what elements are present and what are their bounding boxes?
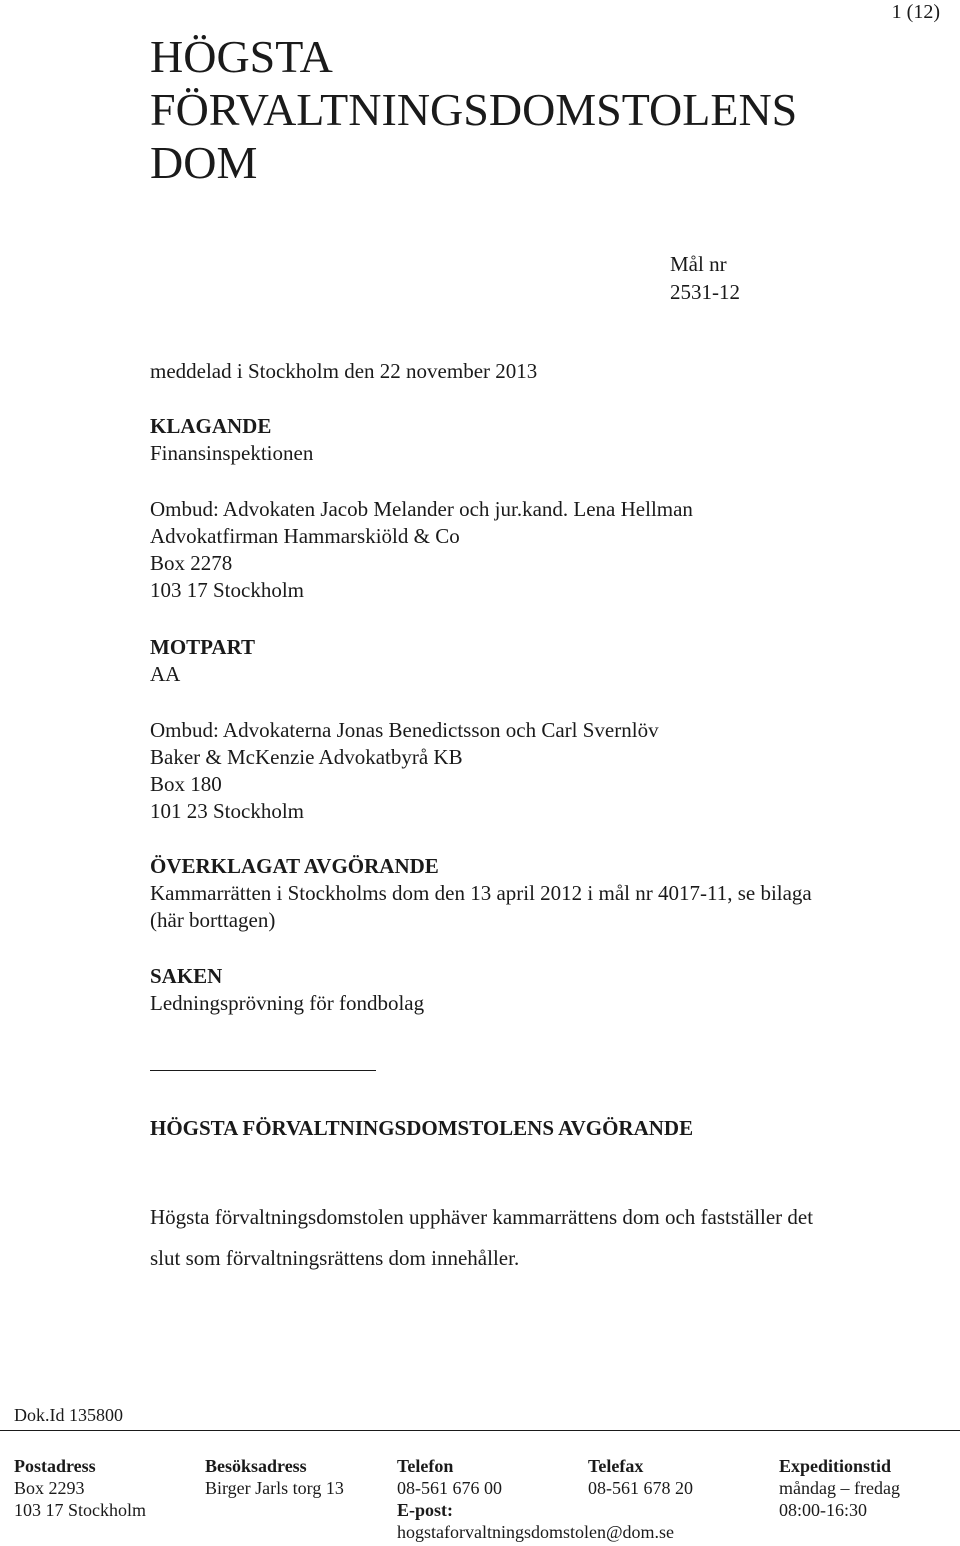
footer-line: 08-561 676 00	[397, 1478, 502, 1498]
ruling-line: slut som förvaltningsrättens dom innehåller.	[150, 1246, 520, 1270]
footer-heading: Telefax	[588, 1456, 644, 1476]
address-line: 103 17 Stockholm	[150, 578, 305, 602]
footer-heading: Besöksadress	[205, 1456, 307, 1476]
klagande-heading: KLAGANDE	[150, 414, 272, 438]
footer-heading: Telefon	[397, 1456, 454, 1476]
footer-line: Birger Jarls torg 13	[205, 1478, 344, 1498]
klagande-section	[150, 413, 313, 467]
matter-section	[150, 963, 424, 1017]
ruling-text	[150, 1197, 813, 1279]
footer-line: Box 2293	[14, 1478, 85, 1498]
address-line: 101 23 Stockholm	[150, 799, 305, 823]
address-line: Ombud: Advokaten Jacob Melander och jur.kand. Lena Hellman	[150, 497, 693, 521]
case-number-block	[670, 250, 740, 306]
page-number: 1 (12)	[891, 1, 940, 23]
issued-line: meddelad i Stockholm den 22 november 2013	[150, 359, 538, 383]
motpart-representative	[150, 717, 659, 825]
ruling-heading: HÖGSTA FÖRVALTNINGSDOMSTOLENS AVGÖRANDE	[150, 1116, 694, 1140]
case-number-label: Mål nr	[670, 252, 727, 276]
footer-line: 08-561 678 20	[588, 1478, 693, 1498]
matter-text: Ledningsprövning för fondbolag	[150, 991, 425, 1015]
appealed-decision-line: Kammarrätten i Stockholms dom den 13 april 2012 i mål nr 4017-11, se bilaga	[150, 881, 812, 905]
address-line: Baker & McKenzie Advokatbyrå KB	[150, 745, 463, 769]
footer-heading: Postadress	[14, 1456, 96, 1476]
case-number: 2531-12	[670, 280, 740, 304]
section-divider	[150, 1070, 376, 1071]
footer-line: 103 17 Stockholm	[14, 1500, 147, 1520]
footer-email: hogstaforvaltningsdomstolen@dom.se	[397, 1522, 675, 1542]
appealed-decision-line: (här borttagen)	[150, 908, 276, 932]
matter-heading: SAKEN	[150, 964, 223, 988]
document-title	[150, 30, 797, 189]
address-line: Advokatfirman Hammarskiöld & Co	[150, 524, 460, 548]
footer-line: måndag – fredag	[779, 1478, 900, 1498]
appealed-decision-section	[150, 853, 812, 934]
appealed-decision-heading: ÖVERKLAGAT AVGÖRANDE	[150, 854, 439, 878]
document-id: Dok.Id 135800	[14, 1405, 123, 1425]
address-line: Ombud: Advokaterna Jonas Benedictsson och Carl Svernlöv	[150, 718, 659, 742]
footer-divider	[0, 1430, 960, 1431]
address-line: Box 180	[150, 772, 222, 796]
motpart-name: AA	[150, 662, 181, 686]
footer-visiting	[205, 1455, 344, 1499]
footer-line: 08:00-16:30	[779, 1500, 867, 1520]
address-line: Box 2278	[150, 551, 233, 575]
motpart-heading: MOTPART	[150, 635, 256, 659]
footer-heading: Expeditionstid	[779, 1456, 892, 1476]
ruling-line: Högsta förvaltningsdomstolen upphäver kammarrättens dom och fastställer det	[150, 1205, 814, 1229]
klagande-representative	[150, 496, 693, 604]
footer-postal	[14, 1455, 146, 1521]
footer-hours	[779, 1455, 900, 1521]
title-line: FÖRVALTNINGSDOMSTOLENS	[150, 84, 798, 135]
klagande-name: Finansinspektionen	[150, 441, 314, 465]
motpart-section	[150, 634, 255, 688]
title-line: DOM	[150, 137, 258, 188]
footer-email-label: E-post:	[397, 1500, 454, 1520]
title-line: HÖGSTA	[150, 31, 333, 82]
footer-fax	[588, 1455, 693, 1499]
